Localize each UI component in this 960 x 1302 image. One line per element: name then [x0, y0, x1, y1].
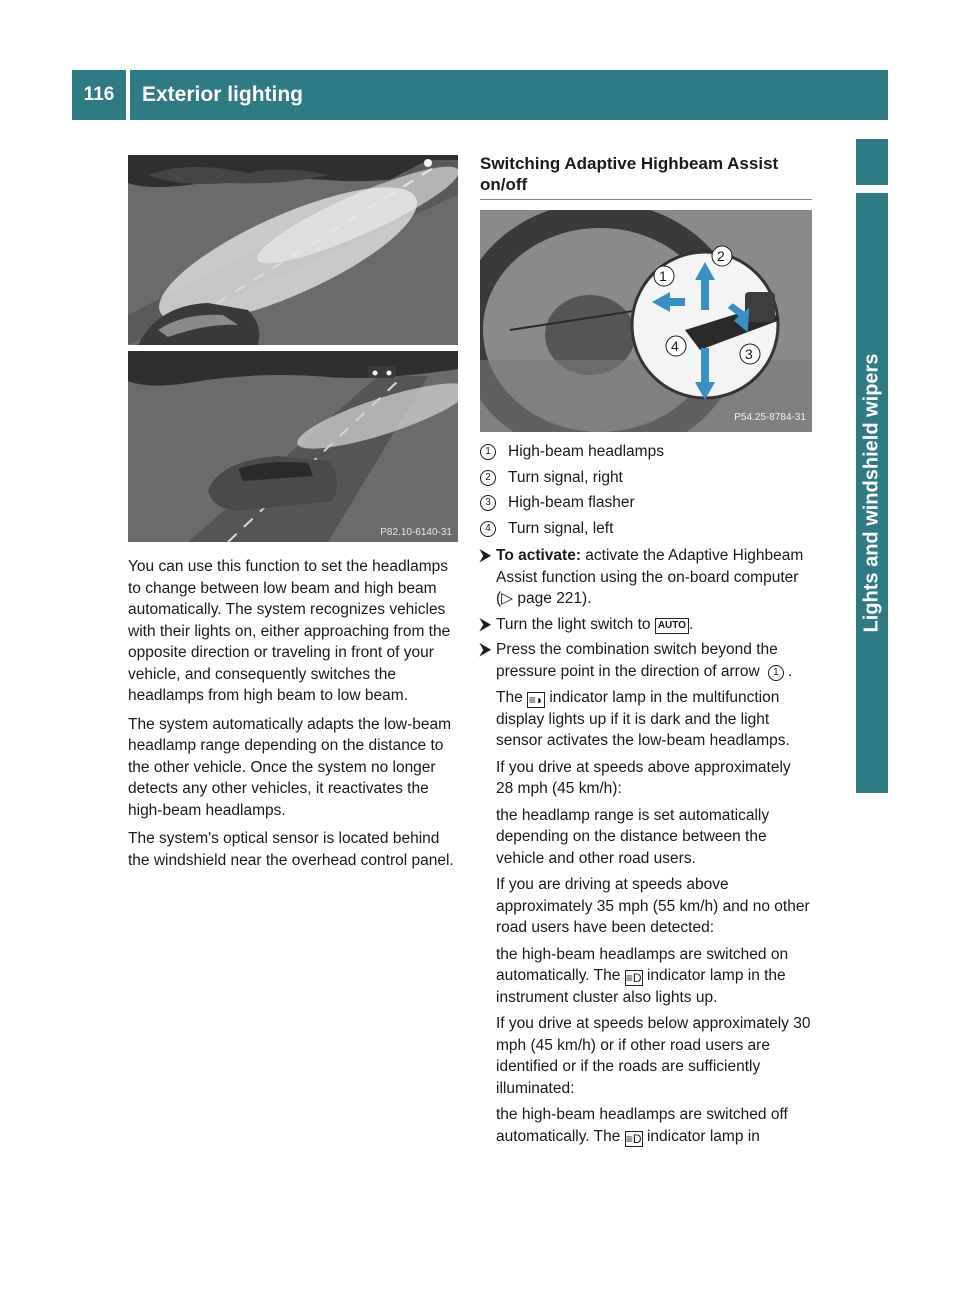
page-ref-arrow-icon: ▷: [501, 590, 514, 607]
auto-light-icon: AUTO: [655, 618, 689, 634]
callout-number: 3: [480, 495, 496, 511]
paragraph: The system's optical sensor is located behind the windshield near the overhead control panel.: [128, 830, 454, 869]
callout-4: 4: [671, 338, 679, 354]
callout-2: 2: [717, 248, 725, 264]
right-column: [480, 153, 812, 1152]
figure-low-beam-road: [128, 155, 458, 345]
legend-item: 3 High-beam flasher: [480, 492, 812, 514]
figure-legend: [480, 441, 812, 539]
subsection-heading: Switching Adaptive Highbeam Assist on/off: [480, 154, 779, 194]
steering-wheel-illustration: [480, 210, 812, 432]
step-arrow-icon: ⮞: [480, 641, 491, 658]
step-arrow-icon: ⮞: [480, 615, 491, 633]
legend-item: 4 Turn signal, left: [480, 518, 812, 540]
legend-item: 1 High-beam headlamps: [480, 441, 812, 463]
high-beam-lamp-icon: ≡D: [625, 1131, 642, 1146]
road-illustration-1: [128, 155, 458, 345]
chapter-tab-label: Lights and windshield wipers: [860, 353, 883, 633]
figure-combination-switch: [480, 210, 812, 432]
adaptive-highbeam-lamp-icon: ≡◗: [528, 693, 544, 707]
figure-adaptive-beam-road: [128, 351, 458, 542]
figure-code: P82.10-6140-31: [380, 527, 452, 538]
road-illustration-2: [128, 351, 458, 542]
header-divider: [126, 70, 130, 120]
step-activate: ⮞ To activate: activate the Adaptive Highbeam Assist function using the on-board computer (▷ page 221).: [480, 547, 804, 607]
left-column: [128, 556, 460, 878]
step-arrow-icon: ⮞: [480, 547, 491, 564]
step-light-switch: ⮞ Turn the light switch to AUTO .: [480, 614, 812, 636]
legend-item: 2 Turn signal, right: [480, 467, 812, 489]
side-marker: [856, 139, 888, 185]
callout-3: 3: [745, 346, 753, 362]
step-press-switch: ⮞ Press the combination switch beyond the pressure point in the direction of arrow 1 . The ≡◗ indicator lamp in the multifunction display lights up if it is dark and the light sensor activates the low-beam headlamps. If you drive at speeds above approximately 28 mph (45 km/h): the headlamp range is set automatically depending on the distance between the vehicle and other road users. If you are driving at speeds above approximately 35 mph (55 km/h) and no other road users have been detected: the high-beam headlamps are switched on automatically. The ≡D indicator lamp in the instrument cluster also lights up. If you drive at speeds below approximately 30 mph (45 km/h) or if other road users are identified or if the roads are sufficiently illuminated: the high-beam headlamps are switched off automatically. The ≡D indicator lamp in: [480, 641, 811, 1146]
high-beam-lamp-icon: ≡D: [625, 971, 642, 985]
paragraph: The system automatically adapts the low-beam headlamp range depending on the distance to the other vehicle. Once the system no longer detects any other vehicles, it reactivates the high-beam headlamps.: [128, 715, 452, 819]
figure-code: P54.25-8784-31: [734, 411, 806, 423]
callout-number: 4: [480, 521, 496, 537]
page-header: [72, 70, 888, 120]
section-title: Exterior lighting: [142, 83, 304, 106]
callout-number: 2: [480, 470, 496, 486]
heading-rule: [480, 199, 812, 200]
instruction-steps: [480, 545, 812, 1147]
callout-number: 1: [480, 444, 496, 460]
chapter-tab: [856, 193, 888, 793]
callout-number: 1: [768, 665, 784, 681]
page-number: 116: [83, 84, 115, 105]
callout-1: 1: [659, 268, 667, 284]
paragraph: You can use this function to set the headlamps to change between low beam and high beam automatically. The system recognizes vehicles with their lights on, either approaching from the opposite direction or traveling in front of your vehicle, and consequently switches the headlamps from high beam to low beam.: [128, 558, 451, 704]
